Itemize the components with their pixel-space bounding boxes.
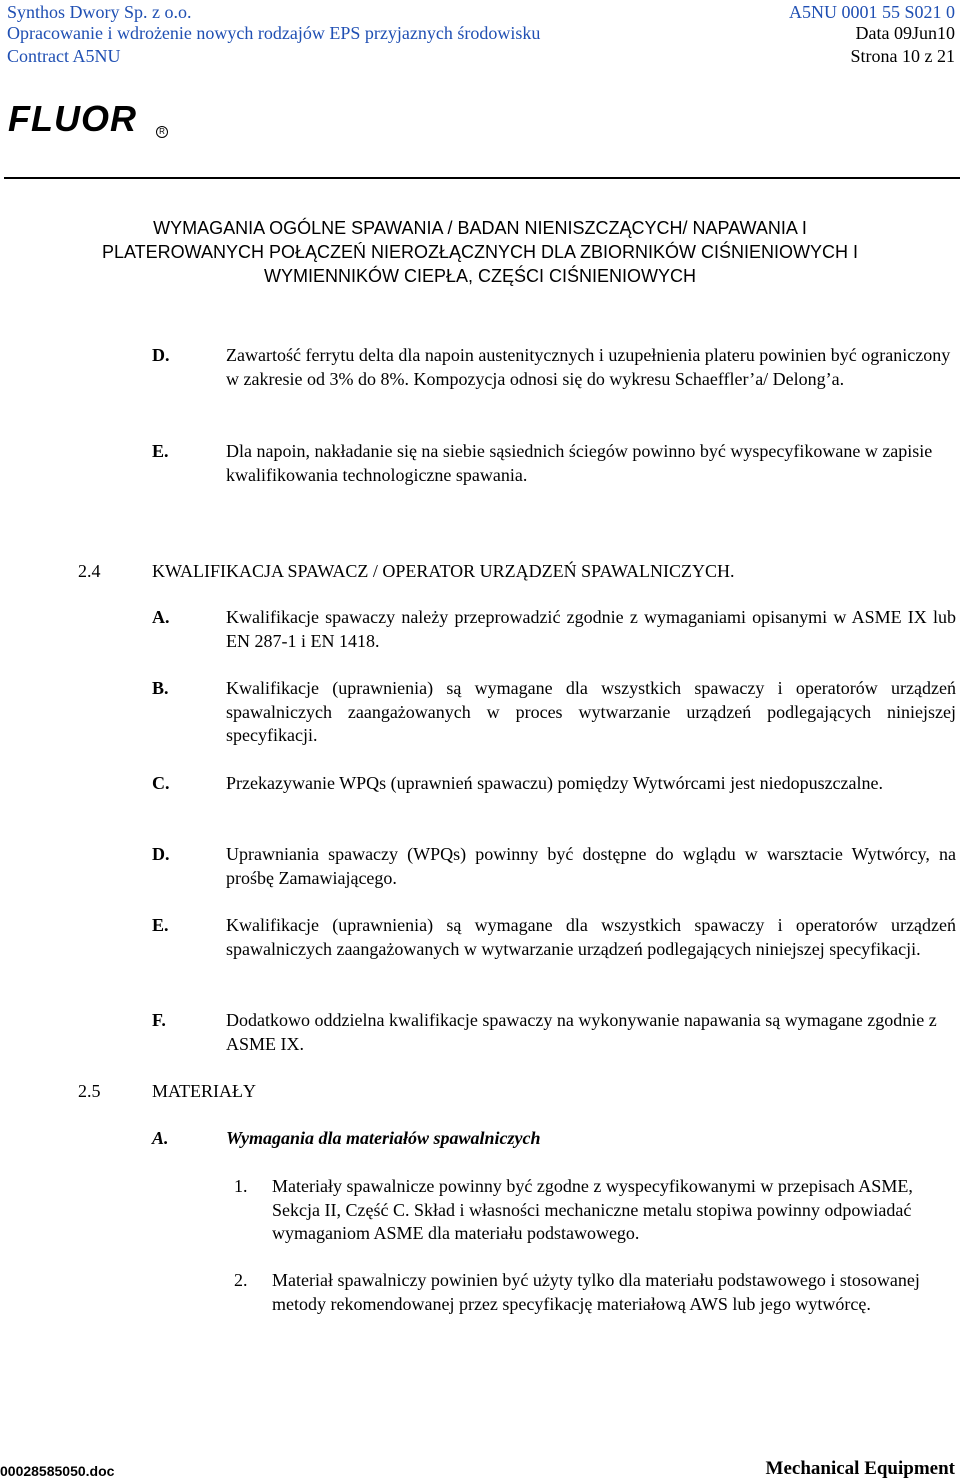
fluor-logo: FLUOR xyxy=(8,98,137,139)
section-heading: KWALIFIKACJA SPAWACZ / OPERATOR URZĄDZEŃ SPAWALNICZYCH. xyxy=(152,561,735,581)
page-number: Strona 10 z 21 xyxy=(850,46,955,66)
footer-filename: 00028585050.doc xyxy=(0,1463,115,1479)
item-text: Zawartość ferrytu delta dla napoin austenitycznych i uzupełnienia plateru powinien być ograniczony w zakresie od 3% do 8%. Kompozycja odnosi się do wykresu Schaeffler’a/ Delong’a. xyxy=(226,345,951,389)
document-title xyxy=(10,216,950,288)
item-text: Uprawniania spawaczy (WPQs) powinny być dostępne do wglądu w warsztacie Wytwórcy, na prośbę Zamawiającego. xyxy=(226,844,956,888)
section-number: 2.4 xyxy=(78,561,101,581)
item-letter: F. xyxy=(152,1010,166,1030)
subsection-letter: A. xyxy=(152,1128,169,1148)
list-item-text: Materiały spawalnicze powinny być zgodne z wyspecyfikowanymi w przepisach ASME, Sekcja II, Część C. Skład i własności mechaniczne metalu stopiwa powinny odpowiadać wymaganiom ASME dla materiału podstawowego. xyxy=(272,1176,913,1244)
section-heading: MATERIAŁY xyxy=(152,1081,256,1101)
item-text: Dodatkowo oddzielna kwalifikacje spawaczy na wykonywanie napawania są wymagane zgodnie z ASME IX. xyxy=(226,1010,937,1054)
item-text: Dla napoin, nakładanie się na siebie sąsiednich ściegów powinno być wyspecyfikowane w zapisie kwalifikowania technologiczne spawania. xyxy=(226,441,933,485)
list-number: 2. xyxy=(234,1270,248,1290)
subsection-title: Wymagania dla materiałów spawalniczych xyxy=(226,1128,541,1148)
section-number: 2.5 xyxy=(78,1081,101,1101)
item-letter: E. xyxy=(152,915,169,935)
project-name: Opracowanie i wdrożenie nowych rodzajów EPS przyjaznych środowisku xyxy=(7,23,541,43)
item-letter: B. xyxy=(152,678,169,698)
registered-mark-icon: R xyxy=(156,126,168,138)
title-line: WYMAGANIA OGÓLNE SPAWANIA / BADAN NIENISZCZĄCYCH/ NAPAWANIA I xyxy=(153,218,807,238)
item-letter: A. xyxy=(152,607,170,627)
list-number: 1. xyxy=(234,1176,248,1196)
document-date: Data 09Jun10 xyxy=(855,23,955,43)
header-divider xyxy=(4,177,960,179)
item-text: Przekazywanie WPQs (uprawnień spawaczu) pomiędzy Wytwórcami jest niedopuszczalne. xyxy=(226,773,884,793)
footer-category: Mechanical Equipment xyxy=(765,1458,955,1479)
item-letter: D. xyxy=(152,844,170,864)
document-number: A5NU 0001 55 S021 0 xyxy=(788,2,955,22)
item-text: Kwalifikacje spawaczy należy przeprowadzić zgodnie z wymaganiami opisanymi w ASME IX lub EN 287-1 i EN 1418. xyxy=(226,607,956,651)
header-row-2 xyxy=(7,21,955,45)
list-item-text: Materiał spawalniczy powinien być użyty tylko dla materiału podstawowego i stosowanej metody rekomendowanej przez specyfikację materiałową AWS lub jego wytwórcę. xyxy=(272,1270,920,1314)
item-text: Kwalifikacje (uprawnienia) są wymagane dla wszystkich spawaczy i operatorów urządzeń spawalniczych zaangażowanych w proces wytwarzanie urządzeń podlegających niniejszej specyfikacji. xyxy=(226,678,956,746)
header-row-3 xyxy=(7,44,955,68)
item-letter: C. xyxy=(152,773,170,793)
contract-number: Contract A5NU xyxy=(7,46,121,66)
title-line: WYMIENNIKÓW CIEPŁA, CZĘŚCI CIŚNIENIOWYCH xyxy=(263,266,697,286)
item-letter: D. xyxy=(152,345,170,365)
title-line: PLATEROWANYCH POŁĄCZEŃ NIEROZŁĄCZNYCH DLA ZBIORNIKÓW CIŚNIENIOWYCH I xyxy=(101,242,859,262)
company-name: Synthos Dwory Sp. z o.o. xyxy=(7,2,192,22)
item-text: Kwalifikacje (uprawnienia) są wymagane dla wszystkich spawaczy i operatorów urządzeń spawalniczych zaangażowanych w wytwarzanie urządzeń podlegających niniejszej specyfikacji. xyxy=(226,915,956,959)
item-letter: E. xyxy=(152,441,169,461)
